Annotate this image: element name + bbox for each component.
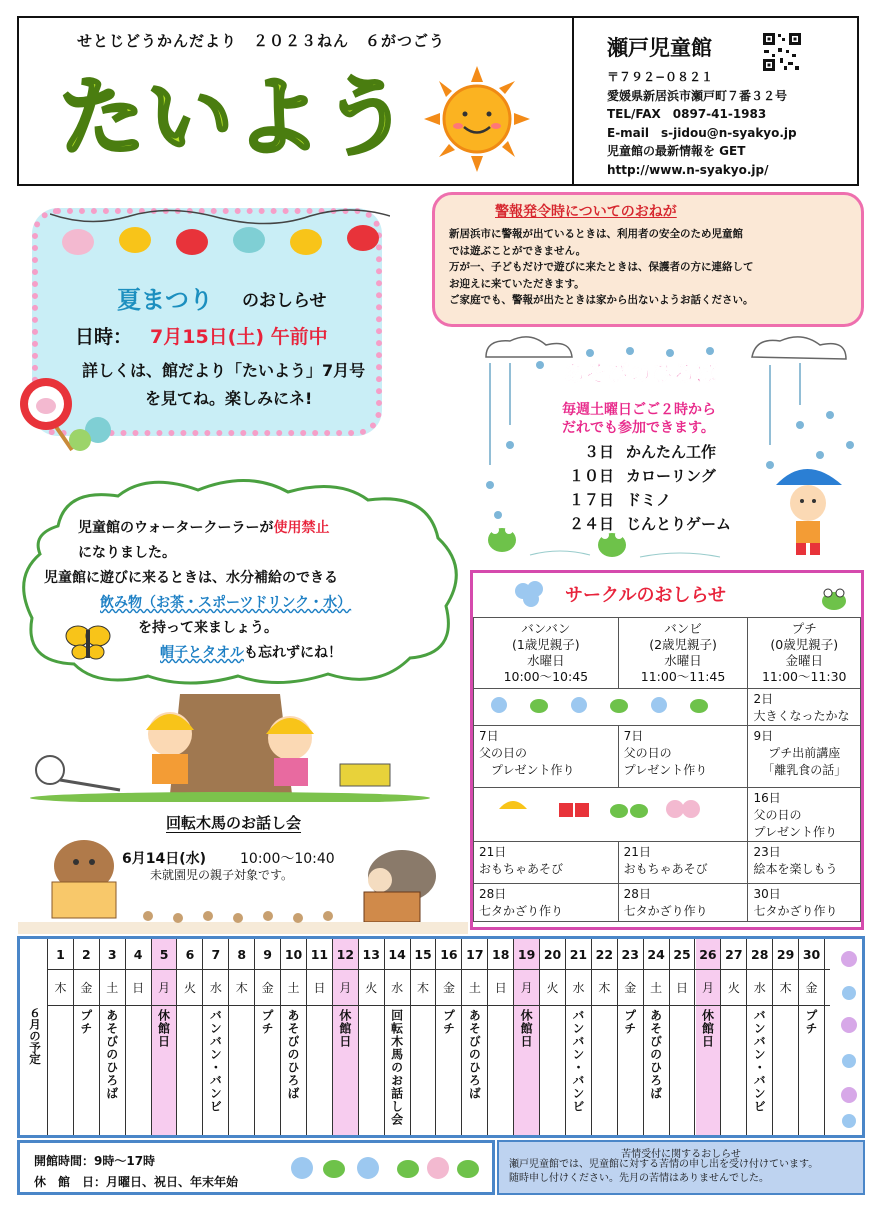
day-number: 21 — [569, 947, 588, 962]
day-number: 11 — [310, 947, 329, 962]
plaza-subtitle-line: 毎週土曜日ごご２時から — [562, 402, 716, 418]
schedule-row — [562, 465, 731, 489]
group-day: 水曜日 — [664, 653, 702, 668]
day-weekday: 木 — [779, 981, 792, 995]
day-number: 7 — [211, 947, 221, 962]
schedule-row — [562, 513, 731, 537]
cell-date: 2日 — [753, 692, 774, 706]
day-weekday: 金 — [80, 981, 93, 995]
day-weekday: 水 — [391, 981, 404, 995]
cell-event: 大きくなったかな — [753, 709, 850, 723]
day-weekday: 日 — [494, 981, 507, 995]
schedule-event: カローリング — [626, 467, 716, 485]
day-number: 4 — [133, 947, 143, 962]
decoration-cell — [474, 689, 748, 726]
day-weekday: 土 — [287, 981, 300, 995]
day-event: プチ — [78, 1009, 93, 1035]
circle-cell — [748, 726, 861, 788]
day-number: 14 — [388, 947, 406, 962]
group-age: (0歳児親子) — [770, 637, 839, 652]
day-event: バンバン・バンビ — [208, 1009, 223, 1113]
festival-title: 夏まつり — [117, 286, 213, 314]
day-weekday: 月 — [339, 981, 352, 995]
circle-group — [618, 618, 748, 689]
day-weekday: 土 — [468, 981, 481, 995]
group-age: (2歳児親子) — [649, 637, 717, 652]
circle-table — [473, 617, 861, 922]
day-event: あそびのひろば — [467, 1009, 482, 1100]
web-note: 児童館の最新情報を GET — [607, 144, 746, 158]
day-weekday: 月 — [158, 981, 171, 995]
circle-cell — [474, 842, 619, 884]
website-link[interactable]: http://www.n-syakyo.jp/ — [607, 162, 769, 177]
circle-notice — [470, 570, 864, 930]
warning-title: 警報発令時についてのおねが — [495, 204, 677, 220]
day-number: 3 — [107, 947, 117, 962]
day-event: 休館日 — [156, 1009, 171, 1048]
cooler-line: 児童館に遊びに来るときは、水分補給のできる — [44, 570, 338, 586]
cooler-line: を持って来ましょう。 — [138, 620, 278, 636]
day-weekday: 火 — [365, 981, 378, 995]
cell-date: 28日 — [623, 887, 651, 901]
day-weekday: 土 — [106, 981, 119, 995]
circle-cell — [618, 842, 748, 884]
circle-cell — [748, 689, 861, 726]
cell-date: 7日 — [479, 729, 499, 743]
day-number: 26 — [699, 947, 717, 962]
plaza-title: あそびのひろば — [563, 362, 718, 387]
day-event: 回転木馬のお話し会 — [389, 1009, 404, 1126]
cell-date: 23日 — [753, 845, 781, 859]
warning-notice — [432, 192, 864, 327]
email[interactable]: E-mail s-jidou@n-syakyo.jp — [607, 125, 797, 140]
group-age: (1歳児親子) — [511, 637, 580, 652]
day-number: 5 — [159, 947, 169, 962]
circle-cell — [474, 726, 619, 788]
circle-group — [474, 618, 619, 689]
butterfly-icon — [64, 622, 112, 662]
festival-title-suffix: のおしらせ — [242, 291, 327, 311]
day-event: 休館日 — [700, 1009, 715, 1048]
sun-icon — [422, 64, 532, 174]
day-weekday: 日 — [676, 981, 689, 995]
cell-date: 28日 — [479, 887, 507, 901]
schedule-day: ２４日 — [568, 515, 614, 533]
cell-event: プチ出前講座 — [768, 746, 841, 760]
circle-group — [748, 618, 861, 689]
schedule-event: ドミノ — [626, 491, 672, 509]
schedule-day: ３日 — [583, 443, 614, 461]
drinks-text: 飲み物（お茶・スポーツドリンク・水） — [100, 595, 352, 611]
day-weekday: 火 — [183, 981, 196, 995]
day-event: プチ — [441, 1009, 456, 1035]
org-info — [607, 32, 847, 179]
water-cooler-notice — [18, 478, 468, 690]
cooler-line: 児童館のウォータークーラーが — [78, 520, 274, 536]
day-weekday: 金 — [442, 981, 455, 995]
cooler-line: も忘れずにね！ — [244, 645, 342, 661]
frog-icon — [819, 587, 849, 611]
story-title: 回転木馬のお話し会 — [166, 814, 302, 832]
day-event: 休館日 — [519, 1009, 534, 1048]
day-weekday: 金 — [805, 981, 818, 995]
day-number: 17 — [466, 947, 484, 962]
complaint-line: 随時申し付けください。先月の苦情はありませんでした。 — [509, 1173, 769, 1184]
complaint-line: 瀬戸児童館では、児童館に対する苦情の申し出を受け付けています。 — [509, 1159, 819, 1170]
play-plaza-notice — [480, 335, 864, 567]
lantern-icon — [50, 198, 390, 266]
schedule-event: じんとりゲーム — [626, 515, 732, 533]
circle-row — [474, 788, 861, 842]
day-number: 16 — [440, 947, 458, 962]
prohibited-text: 使用禁止 — [273, 520, 330, 536]
festival-notice — [22, 198, 390, 446]
circle-row — [474, 842, 861, 884]
circle-cell — [618, 884, 748, 922]
day-event: あそびのひろば — [104, 1009, 119, 1100]
hydrangea-icon — [838, 945, 860, 1131]
hydrangea-icon — [511, 579, 551, 611]
circle-cell — [748, 842, 861, 884]
group-time: 11:00〜11:45 — [640, 669, 726, 684]
day-event: あそびのひろば — [286, 1009, 301, 1100]
day-weekday: 土 — [650, 981, 663, 995]
story-note: 未就園児の親子対象です。 — [150, 868, 294, 882]
plaza-subtitle-line: だれでも参加できます。 — [562, 420, 715, 436]
day-number: 8 — [237, 947, 247, 962]
day-number: 25 — [673, 947, 691, 962]
cell-event: 絵本を楽しもう — [753, 862, 838, 876]
day-number: 12 — [336, 947, 355, 962]
schedule-event: かんたん工作 — [626, 443, 717, 461]
day-weekday: 木 — [417, 981, 430, 995]
cell-date: 21日 — [623, 845, 651, 859]
calendar-label: ６月の予定 — [28, 1007, 42, 1065]
day-number: 2 — [81, 947, 91, 962]
day-number: 13 — [362, 947, 380, 962]
warning-line: 新居浜市に警報が出ているときは、利用者の安全のため児童館 — [449, 228, 743, 240]
decoration-cell — [474, 788, 748, 842]
complaint-body — [509, 1158, 818, 1186]
story-session-notice — [18, 806, 468, 934]
header — [17, 16, 859, 186]
circle-title: サークルのおしらせ — [565, 585, 726, 606]
plaza-subtitle — [562, 401, 716, 437]
day-number: 28 — [751, 947, 769, 962]
newsletter-title: たいよう — [59, 68, 411, 168]
cell-date: 21日 — [479, 845, 507, 859]
cell-event: 「離乳食の話」 — [762, 763, 847, 777]
opening-info — [17, 1140, 495, 1195]
group-day: 金曜日 — [785, 653, 823, 668]
day-weekday: 日 — [132, 981, 145, 995]
rain-decoration-icon — [479, 690, 729, 720]
cell-event: 父の日の — [479, 746, 528, 760]
calendar-label-cell — [20, 939, 48, 1135]
cell-date: 9日 — [753, 729, 774, 743]
bear-icon — [18, 822, 468, 934]
schedule-row — [562, 441, 731, 465]
day-number: 19 — [517, 947, 536, 962]
day-number: 10 — [284, 947, 303, 962]
festival-date-label: 日時： — [75, 326, 133, 348]
circle-cell — [748, 788, 861, 842]
day-weekday: 木 — [598, 981, 611, 995]
day-weekday: 火 — [546, 981, 559, 995]
cell-event: 七タかざり作り — [753, 904, 838, 918]
complaint-info — [497, 1140, 865, 1195]
day-weekday: 木 — [235, 981, 248, 995]
cell-event: プレゼント作り — [479, 763, 575, 777]
day-number: 1 — [56, 947, 65, 962]
day-number: 29 — [776, 947, 795, 962]
day-number: 23 — [621, 947, 639, 962]
postal-code: 〒７９２−０８２１ — [607, 70, 714, 84]
tel-fax: TEL/FAX 0897-41-1983 — [607, 107, 767, 121]
day-event: プチ — [804, 1009, 819, 1035]
festival-date: 7月15日(土) 午前中 — [150, 326, 328, 348]
circle-cell — [474, 884, 619, 922]
cell-date: 7日 — [623, 729, 644, 743]
calendar-divider — [48, 1005, 830, 1006]
festival-detail-2: を見てね。楽しみにネ! — [145, 389, 313, 408]
circle-cell — [618, 726, 748, 788]
day-weekday: 水 — [572, 981, 585, 995]
cell-event: 父の日の — [623, 746, 672, 760]
monthly-calendar — [17, 936, 865, 1138]
day-weekday: 金 — [624, 981, 637, 995]
day-weekday: 日 — [313, 981, 326, 995]
group-name: バンバン — [521, 621, 571, 636]
schedule-row — [562, 489, 731, 513]
warning-line: 万が一、子どもだけで遊びに来たときは、保護者の方に連絡して — [449, 261, 754, 273]
fan-icon — [10, 368, 120, 458]
tree-icon — [30, 694, 440, 802]
group-time: 10:00〜10:45 — [503, 669, 589, 684]
day-weekday: 月 — [701, 981, 714, 995]
day-number: 27 — [725, 947, 743, 962]
day-number: 15 — [414, 947, 432, 962]
circle-row — [474, 884, 861, 922]
newsletter-subtitle: せとじどうかんだより ２０２３ねん ６がつごう — [77, 32, 446, 50]
warning-body — [449, 226, 754, 309]
day-weekday: 火 — [727, 981, 740, 995]
cell-event: 父の日の — [753, 808, 802, 822]
day-weekday: 金 — [261, 981, 274, 995]
day-number: 30 — [802, 947, 821, 962]
hedgehog-icon — [364, 850, 436, 922]
day-number: 20 — [543, 947, 562, 962]
cell-event: プレゼント作り — [623, 763, 708, 777]
festival-detail-1: 詳しくは、館だより「たいよう」7月号 — [82, 361, 366, 380]
circle-row — [474, 689, 861, 726]
group-name: バンビ — [664, 621, 702, 636]
day-event: バンバン・バンビ — [570, 1009, 585, 1113]
day-number: 22 — [595, 947, 614, 962]
story-date: 6月14日(水) — [122, 851, 207, 867]
calendar-divider — [48, 969, 830, 970]
cell-date: 30日 — [753, 887, 781, 901]
address: 愛媛県新居浜市瀬戸町７番３２号 — [607, 88, 788, 103]
day-event: 休館日 — [337, 1009, 352, 1048]
day-weekday: 月 — [520, 981, 533, 995]
plaza-schedule — [562, 441, 731, 537]
cooler-line: になりました。 — [78, 545, 176, 561]
closed-days: 休 館 日：月曜日、祝日、年末年始 — [34, 1175, 239, 1189]
header-divider — [572, 18, 574, 184]
opening-hours: 開館時間：9時〜17時 — [34, 1154, 156, 1168]
day-number: 18 — [492, 947, 510, 962]
warning-line: お迎えに来ていただきます。 — [449, 277, 585, 290]
cell-event: 七タかざり作り — [479, 904, 564, 918]
cell-event: おもちゃあそび — [479, 862, 564, 876]
day-weekday: 木 — [54, 981, 67, 995]
day-weekday: 水 — [209, 981, 222, 995]
day-number: 6 — [185, 947, 195, 962]
day-event: あそびのひろば — [648, 1009, 663, 1100]
cell-event: おもちゃあそび — [623, 862, 708, 876]
hydrangea-icon — [288, 1149, 488, 1187]
warning-line: ご家庭でも、警報が出たときは家から出ないようお話ください。 — [449, 294, 754, 306]
qr-code-icon — [762, 32, 802, 72]
umbrella-decoration-icon — [479, 789, 729, 829]
child-umbrella-icon — [776, 469, 842, 555]
circle-row — [474, 726, 861, 788]
warning-line: では遊ぶことができません。 — [449, 244, 587, 257]
story-time: 10:00〜10:40 — [240, 851, 335, 867]
group-name: プチ — [791, 621, 817, 636]
cell-date: 16日 — [753, 791, 781, 805]
group-time: 11:00〜11:30 — [761, 669, 847, 684]
circle-cell — [748, 884, 861, 922]
cell-event: 七タかざり作り — [623, 904, 708, 918]
day-event: バンバン・バンビ — [752, 1009, 767, 1113]
day-event: プチ — [260, 1009, 275, 1035]
org-name: 瀬戸児童館 — [607, 36, 712, 60]
group-day: 水曜日 — [527, 653, 565, 668]
circle-header-row — [474, 618, 861, 689]
schedule-day: １０日 — [568, 467, 614, 485]
day-weekday: 水 — [753, 981, 766, 995]
day-event: プチ — [622, 1009, 637, 1035]
day-number: 9 — [263, 947, 272, 962]
cell-event: プレゼント作り — [753, 825, 837, 839]
schedule-day: １７日 — [568, 491, 614, 509]
hat-towel-text: 帽子とタオル — [160, 645, 244, 661]
day-number: 24 — [647, 947, 665, 962]
complaint-title: 苦情受付に関するおしらせ — [621, 1149, 741, 1160]
